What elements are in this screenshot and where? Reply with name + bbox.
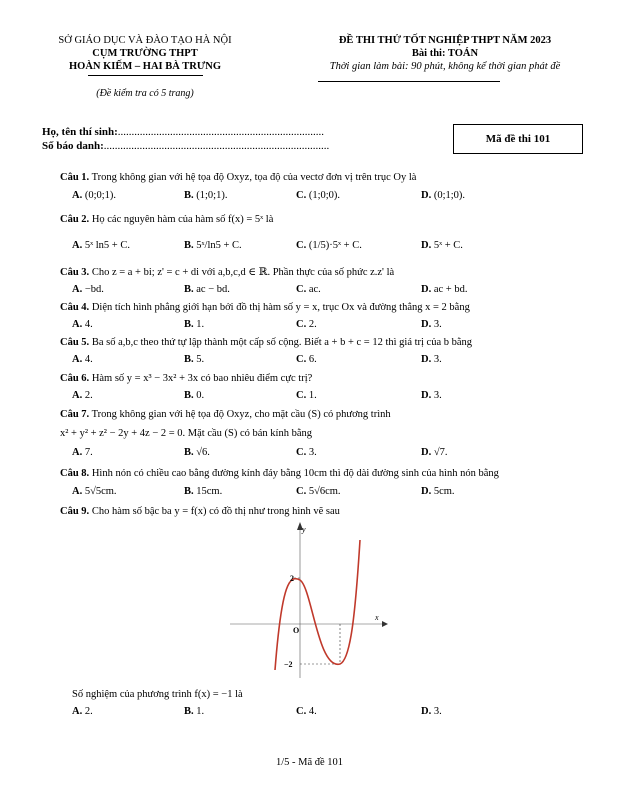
question-1: Câu 1. Trong không gian với hệ tọa độ Oxyz, tọa độ của vectơ đơn vị trên trục Oy là [60,172,417,183]
option-b[interactable]: B. 1. [184,706,205,717]
name-label: Họ, tên thí sinh: [42,126,118,138]
options-9 [72,706,582,717]
options-5 [72,354,582,365]
option-d[interactable]: D. 3. [421,390,442,401]
origin-label: O [293,626,300,635]
option-a[interactable]: A. 4. [72,354,93,365]
question-7: Câu 7. Trong không gian với hệ tọa độ Oxyz, cho mặt cầu (S) có phương trình [60,409,391,420]
option-c[interactable]: C. 5√6cm. [296,486,341,497]
options-4 [72,319,582,330]
question-7-continued: x² + y² + z² − 2y + 4z − 2 = 0. Mặt cầu (S) có bán kính bằng [60,428,313,439]
option-b[interactable]: B. (1;0;1). [184,190,228,201]
option-b[interactable]: B. 5. [184,354,205,365]
header-divider-left [88,75,203,76]
question-2: Câu 2. Họ các nguyên hàm của hàm số f(x) = 5ˣ là [60,214,274,225]
option-c[interactable]: C. 3. [296,447,317,458]
option-c[interactable]: C. 4. [296,706,317,717]
option-c[interactable]: C. (1;0;0). [296,190,341,201]
option-d[interactable]: D. (0;1;0). [421,190,466,201]
exam-title: ĐỀ THI THỬ TỐT NGHIỆP THPT NĂM 2023 [338,35,552,46]
option-c[interactable]: C. (1/5)·5ˣ + C. [296,240,362,251]
option-d[interactable]: D. 3. [421,319,442,330]
question-9-continued: Số nghiệm của phương trình f(x) = −1 là [72,689,243,700]
option-c[interactable]: C. 1. [296,390,317,401]
exam-duration: Thời gian làm bài: 90 phút, không kể thời gian phát đề [329,61,561,72]
exam-subject: Bài thi: TOÁN [411,48,479,59]
option-d[interactable]: D. √7. [421,447,448,458]
option-d[interactable]: D. 3. [421,706,442,717]
option-a[interactable]: A. −bd. [72,284,104,295]
option-a[interactable]: A. 2. [72,706,93,717]
function-curve [275,540,360,670]
option-b[interactable]: B. 5ˣ/ln5 + C. [184,240,242,251]
option-a[interactable]: A. 5√5cm. [72,486,117,497]
candidate-info [42,125,329,153]
question-5: Câu 5. Ba số a,b,c theo thứ tự lập thành một cấp số cộng. Biết a + b + c = 12 thì giá trị của b bằng [60,337,473,348]
school-names: HOÀN KIẾM – HAI BÀ TRƯNG [69,61,221,72]
exam-code-box: Mã đề thi 101 [453,124,583,154]
options-3 [72,284,582,295]
x-label: x [375,613,379,622]
dept-name: SỞ GIÁO DỤC VÀ ĐÀO TẠO HÀ NỘI [58,35,232,46]
x-axis-arrow [382,621,388,627]
option-c[interactable]: C. ac. [296,284,321,295]
option-b[interactable]: B. 0. [184,390,205,401]
options-6 [72,390,582,401]
option-d[interactable]: D. 5ˣ + C. [421,240,463,251]
school-header [40,34,250,73]
option-d[interactable]: D. 3. [421,354,442,365]
question-9: Câu 9. Cho hàm số bậc ba y = f(x) có đồ thị như trong hình vẽ sau [60,506,340,517]
tick-2-label: 2 [290,574,294,583]
options-7 [72,447,582,458]
option-b[interactable]: B. ac − bd. [184,284,230,295]
option-c[interactable]: C. 2. [296,319,317,330]
y-label: y [302,525,306,534]
option-b[interactable]: B. 1. [184,319,205,330]
options-8 [72,486,582,497]
option-a[interactable]: A. 4. [72,319,93,330]
header-divider-right [318,81,500,82]
option-a[interactable]: A. 5ˣ ln5 + C. [72,240,130,251]
option-c[interactable]: C. 6. [296,354,317,365]
option-b[interactable]: B. 15cm. [184,486,223,497]
id-field[interactable]: .................................................................................. [103,140,330,152]
option-a[interactable]: A. 7. [72,447,93,458]
tick-neg2-label: −2 [284,660,293,669]
question-8: Câu 8. Hình nón có chiều cao bằng đường kính đáy bằng 10cm thì độ dài đường sinh của hình nón bằng [60,468,499,479]
cluster-name: CỤM TRƯỜNG THPT [92,48,198,59]
id-label: Số báo danh: [42,140,104,152]
exam-header [290,34,600,73]
option-b[interactable]: B. √6. [184,447,210,458]
question-6: Câu 6. Hàm số y = x³ − 3x² + 3x có bao nhiêu điểm cực trị? [60,373,313,384]
option-d[interactable]: D. 5cm. [421,486,455,497]
name-field[interactable]: ........................................................................... [117,126,325,138]
page-footer: 1/5 - Mã đề 101 [275,757,344,768]
options-1 [72,190,582,201]
cubic-function-graph [230,520,390,680]
question-3: Câu 3. Cho z = a + bi; z' = c + di với a,b,c,d ∈ ℝ. Phần thực của số phức z.z' là [60,267,395,278]
option-a[interactable]: A. 2. [72,390,93,401]
page-count-note: (Đề kiểm tra có 5 trang) [96,88,194,99]
options-2 [72,240,582,251]
option-d[interactable]: D. ac + bd. [421,284,468,295]
question-4: Câu 4. Diện tích hình phẳng giới hạn bởi đồ thị hàm số y = x, trục Ox và đường thẳng x = 2 bằng [60,302,470,313]
option-a[interactable]: A. (0;0;1). [72,190,117,201]
